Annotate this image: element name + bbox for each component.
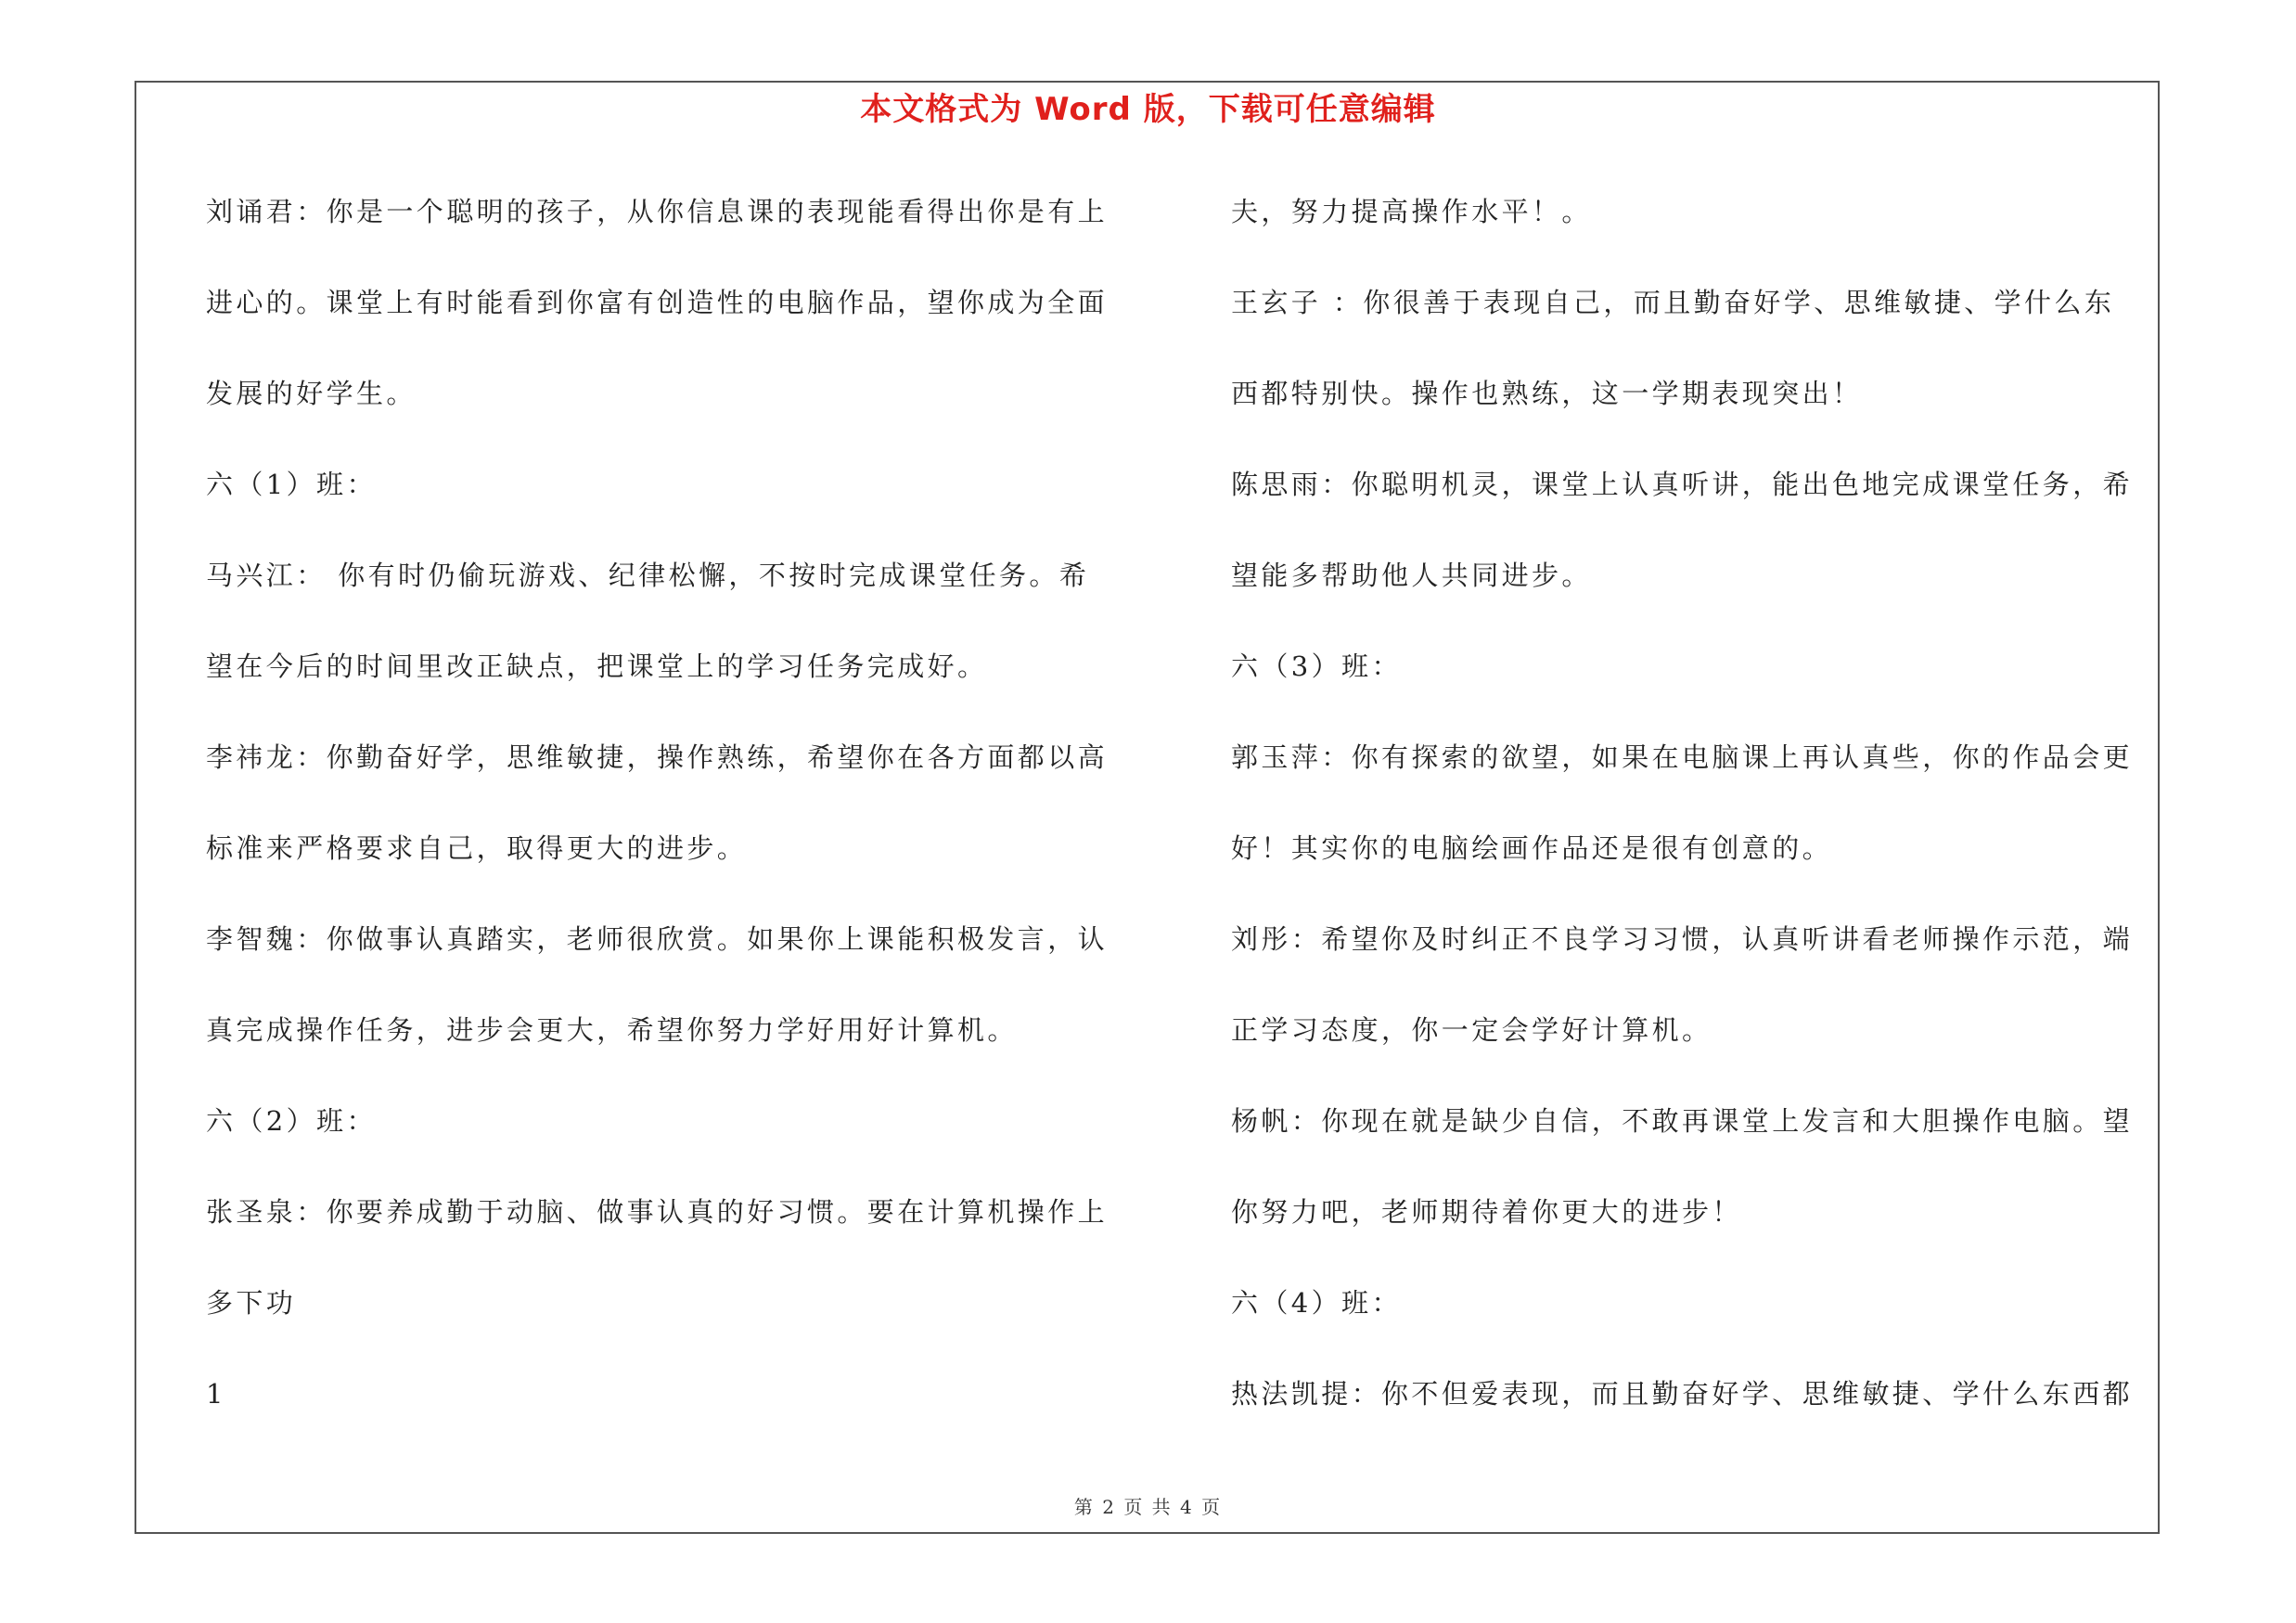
right-line-10: 正学习态度，你一定会学好计算机。 bbox=[1231, 1014, 1712, 1046]
right-line-8: 好！其实你的电脑绘画作品还是很有创意的。 bbox=[1231, 832, 1833, 864]
right-line-5: 望能多帮助他人共同进步。 bbox=[1231, 560, 1592, 591]
left-line-8: 标准来严格要求自己，取得更大的进步。 bbox=[206, 832, 748, 864]
left-line-6: 望在今后的时间里改正缺点，把课堂上的学习任务完成好。 bbox=[206, 650, 988, 682]
page-footer: 第 2 页 共 4 页 bbox=[1073, 1496, 1223, 1518]
right-line-3: 西都特别快。操作也熟练，这一学期表现突出！ bbox=[1231, 378, 1863, 409]
left-line-7: 李祎龙：你勤奋好学，思维敏捷，操作熟练，希望你在各方面都以高 bbox=[206, 741, 1109, 773]
left-line-10: 真完成操作任务，进步会更大，希望你努力学好用好计算机。 bbox=[206, 1014, 1018, 1046]
right-line-11: 杨帆：你现在就是缺少自信，不敢再课堂上发言和大胆操作电脑。望 bbox=[1231, 1105, 2134, 1137]
right-line-9: 刘彤：希望你及时纠正不良学习习惯，认真听讲看老师操作示范，端 bbox=[1231, 923, 2134, 955]
left-line-12: 张圣泉：你要养成勤于动脑、做事认真的好习惯。要在计算机操作上 bbox=[206, 1196, 1109, 1228]
right-column bbox=[1231, 184, 2154, 1457]
right-line-14: 热法凯提：你不但爱表现，而且勤奋好学、思维敏捷、学什么东西都 bbox=[1231, 1378, 2134, 1410]
left-line-13: 多下功 bbox=[206, 1287, 297, 1319]
class-heading-6-4: 六（4）班： bbox=[1231, 1287, 1402, 1319]
class-heading-6-1: 六（1）班： bbox=[206, 469, 377, 500]
right-line-1: 夫，努力提高操作水平！。 bbox=[1231, 196, 1592, 227]
right-line-7: 郭玉萍：你有探索的欲望，如果在电脑课上再认真些，你的作品会更 bbox=[1231, 741, 2134, 773]
right-line-12: 你努力吧，老师期待着你更大的进步！ bbox=[1231, 1196, 1742, 1228]
left-line-3: 发展的好学生。 bbox=[206, 378, 417, 409]
left-line-5: 马兴江： 你有时仍偷玩游戏、纪律松懈，不按时完成课堂任务。希 bbox=[206, 560, 1090, 591]
left-line-2: 进心的。课堂上有时能看到你富有创造性的电脑作品，望你成为全面 bbox=[206, 287, 1109, 318]
class-heading-6-3: 六（3）班： bbox=[1231, 650, 1402, 682]
left-line-9: 李智魏：你做事认真踏实，老师很欣赏。如果你上课能积极发言，认 bbox=[206, 923, 1109, 955]
source-page-number: 1 bbox=[206, 1378, 226, 1410]
left-line-1: 刘诵君：你是一个聪明的孩子，从你信息课的表现能看得出你是有上 bbox=[206, 196, 1109, 227]
right-line-4: 陈思雨：你聪明机灵，课堂上认真听讲，能出色地完成课堂任务，希 bbox=[1231, 469, 2134, 500]
right-line-2: 王玄子 ：你很善于表现自己，而且勤奋好学、思维敏捷、学什么东 bbox=[1231, 287, 2115, 318]
word-format-banner: 本文格式为 Word 版，下载可任意编辑 bbox=[860, 91, 1436, 128]
left-column bbox=[206, 184, 1129, 1457]
class-heading-6-2: 六（2）班： bbox=[206, 1105, 377, 1137]
